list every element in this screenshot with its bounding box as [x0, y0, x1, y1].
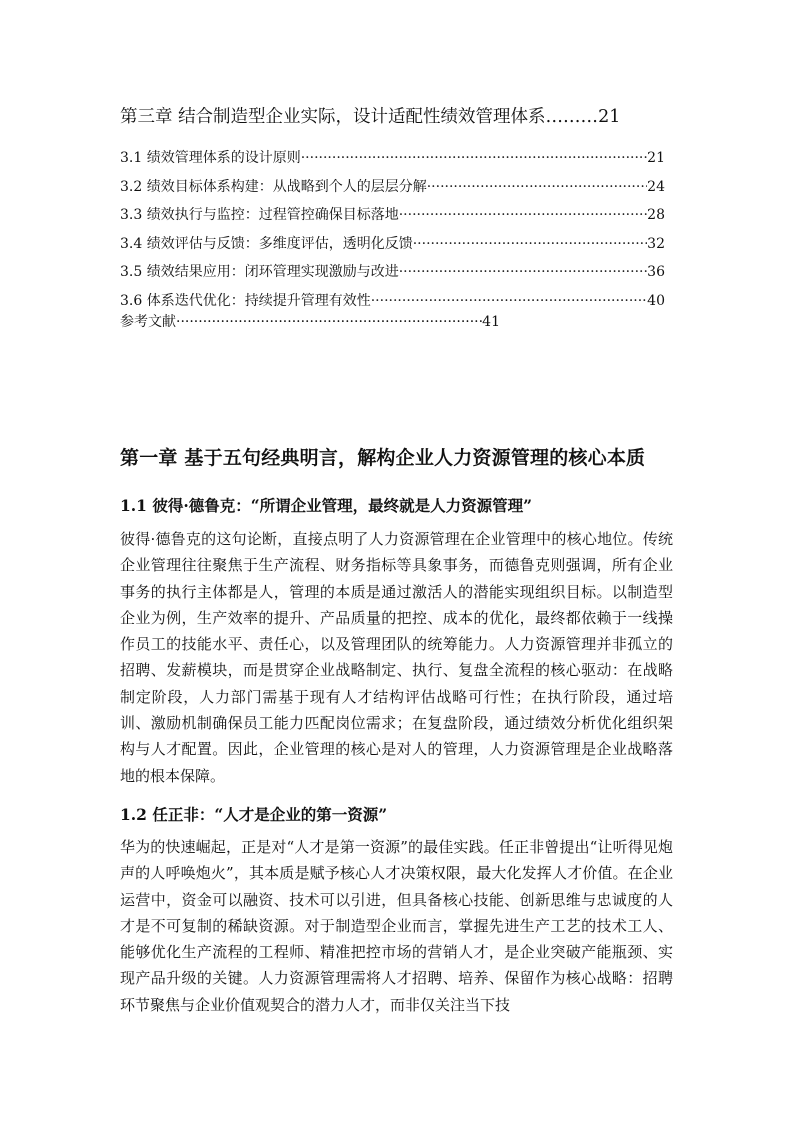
toc-item-3-3[interactable] [120, 204, 665, 233]
toc-item-page: 40 [647, 292, 665, 309]
toc-leader-dots [399, 207, 647, 223]
toc-leader-dots [301, 150, 647, 166]
section-1-2-paragraph: 华为的快速崛起，正是对“人才是第一资源”的最佳实践。任正非曾提出“让听得见炮声的人呼唤炮火”，其本质是赋予核心人才决策权限，最大化发挥人才价值。在企业运营中，资金可以融资、技术可以引进，但具备核心技能、创新思维与忠诚度的人才是不可复制的稀缺资源。对于制造型企业而言，掌握先进生产工艺的技术工人、能够优化生产流程的工程师、精准把控市场的营销人才，是企业突破产能瓶颈、实现产品升级的关键。人力资源管理需将人才招聘、培养、保留作为核心战略：招聘环节聚焦与企业价值观契合的潜力人才，而非仅关注当下技 [120, 838, 673, 1014]
toc-chapter-3[interactable] [120, 104, 660, 130]
chapter-1-title: 第一章 基于五句经典明言，解构企业人力资源管理的核心本质 [120, 447, 646, 469]
toc-item-title: 3.4 绩效评估与反馈：多维度评估，透明化反馈 [120, 235, 413, 252]
toc-item-title: 3.1 绩效管理体系的设计原则 [120, 150, 301, 166]
section-1-1-paragraph: 彼得·德鲁克的这句论断，直接点明了人力资源管理在企业管理中的核心地位。传统企业管理往往聚焦于生产流程、财务指标等具象事务，而德鲁克则强调，所有企业事务的执行主体都是人，管理的本质是通过激活人的潜能实现组织目标。以制造型企业为例，生产效率的提升、产品质量的把控、成本的优化，最终都依赖于一线操作员工的技能水平、责任心，以及管理团队的统筹能力。人力资源管理并非孤立的招聘、发薪模块，而是贯穿企业战略制定、执行、复盘全流程的核心驱动：在战略制定阶段，人力部门需基于现有人才结构评估战略可行性；在执行阶段，通过培训、激励机制确保员工能力匹配岗位需求；在复盘阶段，通过绩效分析优化组织架构与人才配置。因此，企业管理的核心是对人的管理，人力资源管理是企业战略落地的根本保障。 [120, 530, 673, 785]
toc-leader-dots [413, 236, 647, 252]
toc-leader-dots [176, 314, 482, 330]
toc-chapter-3-page: 21 [598, 107, 621, 127]
toc-item-3-1[interactable] [120, 147, 665, 176]
toc-leader-dots [371, 293, 647, 309]
toc-item-page: 28 [647, 207, 665, 224]
toc-leader-dots [427, 179, 647, 195]
section-1-1-heading: 1.1 彼得·德鲁克：“所谓企业管理，最终就是人力资源管理” [120, 496, 533, 515]
toc-item-title: 3.3 绩效执行与监控：过程管控确保目标落地 [120, 207, 399, 224]
toc-references-page: 41 [482, 314, 500, 330]
toc-item-page: 36 [647, 264, 665, 281]
toc-item-title: 3.6 体系迭代优化：持续提升管理有效性 [120, 292, 371, 309]
toc-item-page: 24 [647, 178, 665, 195]
toc-list [120, 147, 665, 319]
toc-item-references[interactable] [120, 311, 500, 331]
toc-item-3-5[interactable] [120, 261, 665, 290]
section-1-2-heading: 1.2 任正非：“人才是企业的第一资源” [120, 805, 388, 824]
toc-item-title: 3.5 绩效结果应用：闭环管理实现激励与改进 [120, 264, 399, 281]
toc-chapter-3-title: 第三章 结合制造型企业实际，设计适配性绩效管理体系……… [120, 107, 599, 127]
toc-item-3-2[interactable] [120, 176, 665, 205]
toc-leader-dots [399, 264, 647, 280]
toc-item-page: 21 [647, 150, 665, 166]
toc-item-3-4[interactable] [120, 233, 665, 262]
toc-item-title: 3.2 绩效目标体系构建：从战略到个人的层层分解 [120, 178, 427, 195]
toc-references-title: 参考文献 [120, 314, 176, 330]
toc-item-page: 32 [647, 235, 665, 252]
